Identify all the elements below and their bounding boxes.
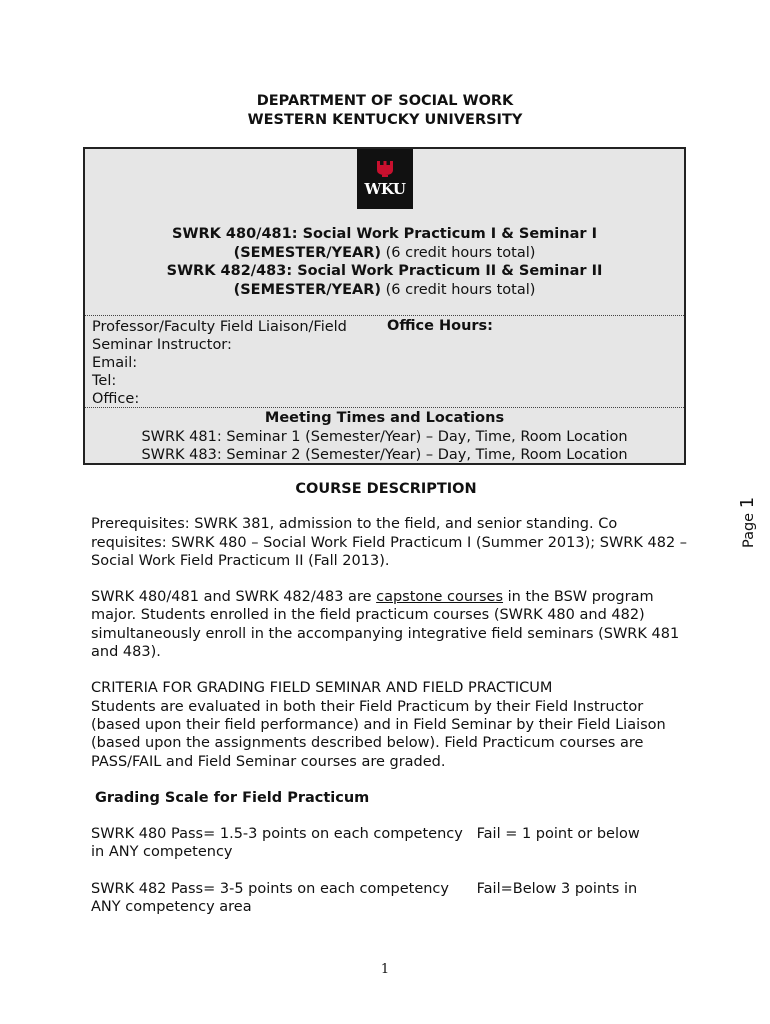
side-page-label (737, 497, 758, 548)
credit-hours-2: (6 credit hours total) (381, 281, 536, 298)
course-info-box (83, 147, 686, 465)
office-hours-label: Office Hours: (387, 318, 493, 334)
course-title-480: SWRK 480/481: Social Work Practicum I & Seminar I (172, 226, 597, 242)
document-header (0, 92, 770, 130)
course-description-title: COURSE DESCRIPTION (295, 481, 477, 497)
grading-scale-title: Grading Scale for Field Practicum (95, 789, 370, 806)
swrk480-pass: SWRK 480 Pass= 1.5-3 points on each competency (91, 826, 463, 843)
box-divider (85, 315, 684, 316)
swrk482-pass: SWRK 482 Pass= 3-5 points on each competency (91, 880, 449, 897)
wku-cup-icon (376, 161, 394, 177)
box-divider (85, 407, 684, 408)
swrk482-fail: Fail=Below 3 points in (476, 880, 638, 897)
instructor-info (92, 318, 347, 408)
instructor-tel: Tel: (92, 373, 117, 389)
criteria-paragraph: Students are evaluated in both their Field Practicum by their Field Instructor (based upon their field performance) and in Field Seminar by their Field Liaison (based upon the assignments described below). Field Practicum courses are PASS/FAIL and Field Seminar courses are graded. (91, 698, 666, 770)
instructor-role-line2: Seminar Instructor: (92, 337, 232, 353)
swrk482-grading (91, 880, 691, 917)
instructor-role-line1: Professor/Faculty Field Liaison/Field (92, 319, 347, 335)
main-content (91, 480, 691, 916)
instructor-office: Office: (92, 391, 140, 407)
capstone-paragraph (91, 588, 691, 661)
meeting-section (85, 409, 684, 465)
capstone-text-post: in the BSW program major. Students enrolled in the field practicum courses (SWRK 480 and 482) simultaneously enroll in the accompanying integrative field seminars (SWRK 481 and 483). (91, 589, 680, 661)
department-title: DEPARTMENT OF SOCIAL WORK (256, 93, 514, 109)
wku-logo (357, 149, 413, 209)
course-title-482: SWRK 482/483: Social Work Practicum II & Seminar II (166, 263, 603, 279)
meeting-title: Meeting Times and Locations (264, 410, 505, 426)
course-titles (85, 225, 684, 299)
swrk480-fail: Fail = 1 point or below (476, 826, 640, 843)
university-title: WESTERN KENTUCKY UNIVERSITY (247, 112, 523, 128)
swrk482-tail: ANY competency area (91, 899, 252, 916)
prerequisites-paragraph: Prerequisites: SWRK 381, admission to the field, and senior standing. Co requisites: SWRK 480 – Social Work Field Practicum I (Summer 2013); SWRK 482 – Social Work Field Practicum II (Fall 2013). (91, 516, 688, 569)
instructor-email: Email: (92, 355, 138, 371)
semester-year-2: (SEMESTER/YEAR) (233, 281, 382, 298)
capstone-courses-link: capstone courses (376, 589, 504, 606)
capstone-text-pre: SWRK 480/481 and SWRK 482/483 are (91, 589, 377, 606)
credit-hours-1: (6 credit hours total) (381, 244, 536, 261)
criteria-title: CRITERIA FOR GRADING FIELD SEMINAR AND FIELD PRACTICUM (91, 680, 553, 697)
side-page-text: Page (741, 508, 757, 548)
meeting-line-483: SWRK 483: Seminar 2 (Semester/Year) – Day, Time, Room Location (141, 447, 628, 463)
side-page-number: 1 (737, 496, 758, 509)
footer-page-number: 1 (380, 962, 390, 977)
wku-logo-text: WKU (364, 179, 406, 198)
meeting-line-481: SWRK 481: Seminar 1 (Semester/Year) – Day, Time, Room Location (141, 428, 628, 445)
semester-year-1: (SEMESTER/YEAR) (233, 244, 382, 261)
swrk480-tail: in ANY competency (91, 844, 233, 861)
swrk480-grading (91, 825, 691, 862)
